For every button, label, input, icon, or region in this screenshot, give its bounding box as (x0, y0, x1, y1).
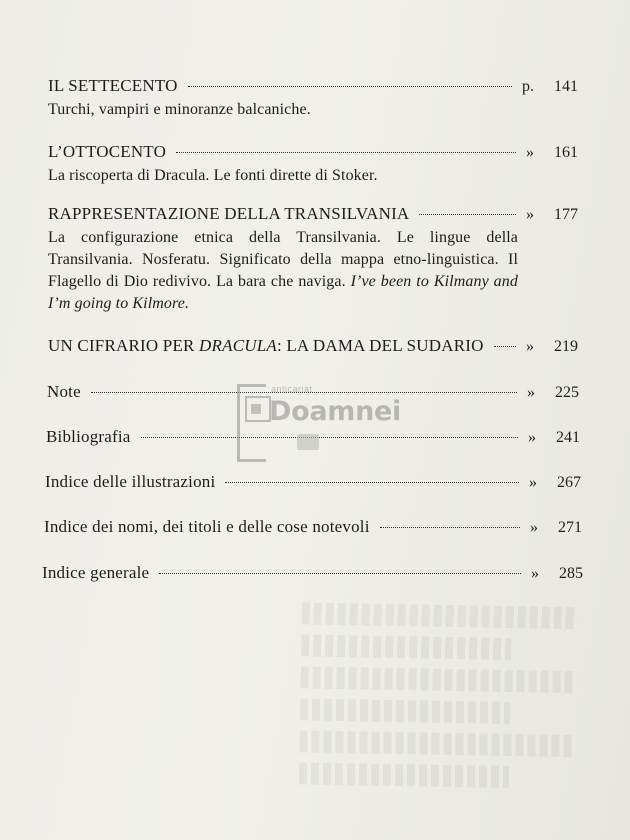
leader-dots (176, 152, 516, 153)
toc-title-italic: DRACULA (199, 336, 277, 355)
watermark-word: Doamnei (269, 396, 402, 427)
watermark-logo (237, 378, 427, 460)
toc-subtitle: Turchi, vampiri e minoranze balcaniche. (48, 101, 311, 118)
toc-entry-transilvania (48, 204, 578, 315)
leader-dots (188, 86, 512, 87)
ditto-mark: » (526, 206, 534, 223)
page-number: 141 (554, 78, 578, 95)
ditto-mark: » (529, 474, 537, 491)
toc-title (48, 336, 484, 356)
toc-title: Indice generale (42, 563, 150, 582)
leader-dots (380, 527, 520, 528)
bleed-through-text (298, 602, 602, 827)
ditto-mark: » (527, 384, 535, 401)
leader-dots (419, 214, 516, 215)
ditto-mark: » (530, 519, 538, 536)
page-number: 225 (555, 384, 579, 401)
toc-subtitle-text: La configurazione etnica della Transilvania. Le lingue della Transilvania. Nosferatu. Significato della mappa etno-linguistica. Il Flagello di Dio redivivo. La bara che naviga. (48, 229, 518, 290)
toc-entry-illustrazioni (45, 472, 581, 492)
page-number: 161 (554, 144, 578, 161)
toc-title: RAPPRESENTAZIONE DELLA TRANSILVANIA (48, 204, 410, 223)
page-number: 241 (556, 429, 580, 446)
toc-subtitle (48, 227, 518, 315)
toc-subtitle: La riscoperta di Dracula. Le fonti dirette di Stoker. (48, 167, 378, 184)
toc-title-suffix: : LA DAMA DEL SUDARIO (276, 336, 484, 355)
toc-entry-indice-generale (42, 563, 583, 583)
ditto-mark: » (531, 565, 539, 582)
toc-entry-settecento (48, 76, 578, 121)
page-number: 219 (554, 338, 578, 355)
toc-title: Bibliografia (46, 427, 131, 446)
leader-dots (225, 482, 519, 483)
toc-title: Note (47, 382, 81, 401)
watermark-square-fill (251, 404, 261, 414)
page-number: 271 (558, 519, 582, 536)
toc-title: Indice dei nomi, dei titoli e delle cose notevoli (44, 517, 370, 536)
toc-title-prefix: UN CIFRARIO PER (48, 336, 195, 355)
ditto-mark: » (528, 429, 536, 446)
page-prefix: p. (522, 78, 534, 95)
toc-entry-cifrario (48, 336, 578, 356)
toc-title: IL SETTECENTO (48, 76, 178, 95)
page-number: 177 (554, 206, 578, 223)
toc-title: L’OTTOCENTO (48, 142, 167, 161)
watermark-tag-icon (297, 434, 319, 450)
watermark-small-text: anticariat (271, 384, 313, 394)
leader-dots (159, 573, 521, 574)
ditto-mark: » (526, 144, 534, 161)
ditto-mark: » (526, 338, 534, 355)
toc-subtitle-italic: I’ve been to Kilmany and I’m going to Kilmore. (48, 273, 518, 312)
toc-title: Indice delle illustrazioni (45, 472, 216, 491)
toc-entry-indice-nomi (44, 517, 582, 537)
toc-entry-ottocento (48, 142, 578, 187)
page-number: 267 (557, 474, 581, 491)
page-number: 285 (559, 565, 583, 582)
leader-dots (494, 346, 516, 347)
